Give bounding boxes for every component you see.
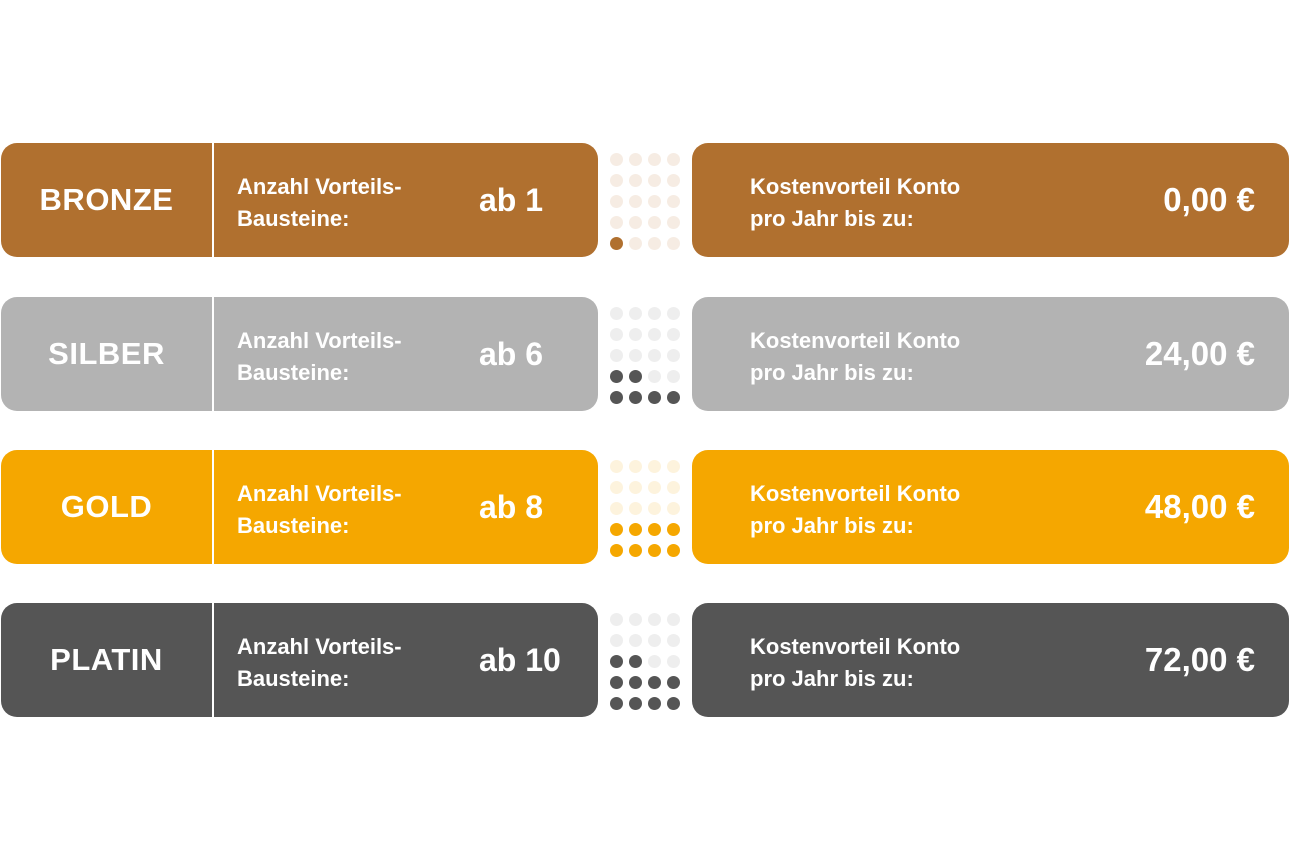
progress-dot	[610, 655, 623, 668]
module-count-label: Anzahl Vorteils- Bausteine:	[237, 634, 402, 691]
module-count-label: Anzahl Vorteils- Bausteine:	[237, 174, 402, 231]
saving-label: Kostenvorteil Konto pro Jahr bis zu:	[750, 634, 961, 691]
progress-dot	[667, 216, 680, 229]
progress-dot	[610, 216, 623, 229]
progress-dot	[629, 195, 642, 208]
module-count-value: ab 1	[479, 181, 544, 218]
progress-dot	[629, 349, 642, 362]
progress-dot	[629, 460, 642, 473]
progress-dot	[610, 613, 623, 626]
progress-dot	[667, 370, 680, 383]
progress-dot	[610, 460, 623, 473]
progress-dot	[667, 391, 680, 404]
tier-card	[1, 603, 598, 717]
tier-name: GOLD	[60, 489, 153, 524]
tier-card	[1, 143, 598, 257]
tier-name: PLATIN	[50, 642, 163, 677]
progress-dot	[610, 697, 623, 710]
progress-dot	[648, 174, 661, 187]
progress-dot	[629, 544, 642, 557]
progress-dot	[629, 523, 642, 536]
progress-dot	[629, 370, 642, 383]
progress-dot	[648, 370, 661, 383]
saving-value: 24,00 €	[1144, 335, 1255, 372]
progress-dot	[610, 676, 623, 689]
progress-dot	[629, 391, 642, 404]
progress-dot	[610, 370, 623, 383]
progress-dot	[610, 391, 623, 404]
progress-dot	[648, 216, 661, 229]
saving-card	[692, 297, 1289, 411]
progress-dot	[648, 634, 661, 647]
tier-row-gold	[0, 450, 1290, 566]
progress-dot	[648, 391, 661, 404]
progress-dot	[610, 481, 623, 494]
progress-dot	[667, 697, 680, 710]
progress-dot	[648, 697, 661, 710]
progress-dot	[610, 523, 623, 536]
saving-label: Kostenvorteil Konto pro Jahr bis zu:	[750, 174, 961, 231]
progress-dot	[648, 349, 661, 362]
progress-dot	[629, 655, 642, 668]
progress-dot	[667, 153, 680, 166]
saving-label: Kostenvorteil Konto pro Jahr bis zu:	[750, 481, 961, 538]
progress-dot	[648, 502, 661, 515]
saving-value: 48,00 €	[1144, 488, 1255, 525]
progress-dot	[667, 307, 680, 320]
tier-name: SILBER	[48, 336, 165, 371]
tier-card	[1, 450, 598, 564]
progress-dot	[629, 676, 642, 689]
saving-card	[692, 450, 1289, 564]
progress-dot	[648, 481, 661, 494]
progress-dot	[610, 349, 623, 362]
tier-row-bronze	[0, 143, 1290, 259]
progress-dot	[667, 523, 680, 536]
progress-dot	[667, 502, 680, 515]
progress-dot	[667, 460, 680, 473]
progress-dot	[610, 328, 623, 341]
progress-dot	[667, 328, 680, 341]
saving-value: 72,00 €	[1144, 641, 1255, 678]
progress-dot	[648, 523, 661, 536]
tier-card	[1, 297, 598, 411]
progress-dot	[610, 502, 623, 515]
progress-dot	[629, 502, 642, 515]
divider	[212, 603, 214, 717]
module-count-value: ab 10	[479, 641, 561, 678]
dot-grid	[608, 151, 682, 251]
progress-dot	[667, 195, 680, 208]
divider	[212, 297, 214, 411]
divider	[212, 450, 214, 564]
progress-dot	[629, 481, 642, 494]
module-count-label: Anzahl Vorteils- Bausteine:	[237, 481, 402, 538]
progress-dot	[667, 237, 680, 250]
progress-dot	[648, 613, 661, 626]
progress-dot	[629, 307, 642, 320]
progress-dot	[667, 481, 680, 494]
progress-dot	[648, 460, 661, 473]
progress-dot	[629, 153, 642, 166]
divider	[212, 143, 214, 257]
progress-dot	[629, 216, 642, 229]
progress-dot	[648, 307, 661, 320]
progress-dot	[648, 153, 661, 166]
progress-dot	[610, 195, 623, 208]
progress-dot	[667, 676, 680, 689]
progress-dot	[629, 328, 642, 341]
progress-dot	[610, 634, 623, 647]
progress-dot	[610, 237, 623, 250]
progress-dot	[610, 544, 623, 557]
progress-dot	[648, 328, 661, 341]
progress-dot	[667, 655, 680, 668]
module-count-value: ab 6	[479, 335, 544, 372]
progress-dot	[667, 613, 680, 626]
progress-dot	[629, 697, 642, 710]
tier-name: BRONZE	[39, 182, 174, 217]
progress-dot	[610, 307, 623, 320]
progress-dot	[648, 655, 661, 668]
saving-card	[692, 143, 1289, 257]
progress-dot	[629, 634, 642, 647]
progress-dot	[667, 349, 680, 362]
tier-row-silber	[0, 297, 1290, 413]
tier-row-platin	[0, 603, 1290, 719]
progress-dot	[648, 195, 661, 208]
module-count-value: ab 8	[479, 488, 544, 525]
saving-value: 0,00 €	[1163, 181, 1255, 218]
progress-dot	[648, 676, 661, 689]
dot-grid	[608, 458, 682, 558]
module-count-label: Anzahl Vorteils- Bausteine:	[237, 328, 402, 385]
progress-dot	[610, 153, 623, 166]
progress-dot	[667, 174, 680, 187]
saving-card	[692, 603, 1289, 717]
progress-dot	[629, 613, 642, 626]
progress-dot	[629, 237, 642, 250]
progress-dot	[610, 174, 623, 187]
progress-dot	[648, 237, 661, 250]
progress-dot	[667, 544, 680, 557]
progress-dot	[629, 174, 642, 187]
dot-grid	[608, 611, 682, 711]
progress-dot	[667, 634, 680, 647]
progress-dot	[648, 544, 661, 557]
saving-label: Kostenvorteil Konto pro Jahr bis zu:	[750, 328, 961, 385]
dot-grid	[608, 305, 682, 405]
